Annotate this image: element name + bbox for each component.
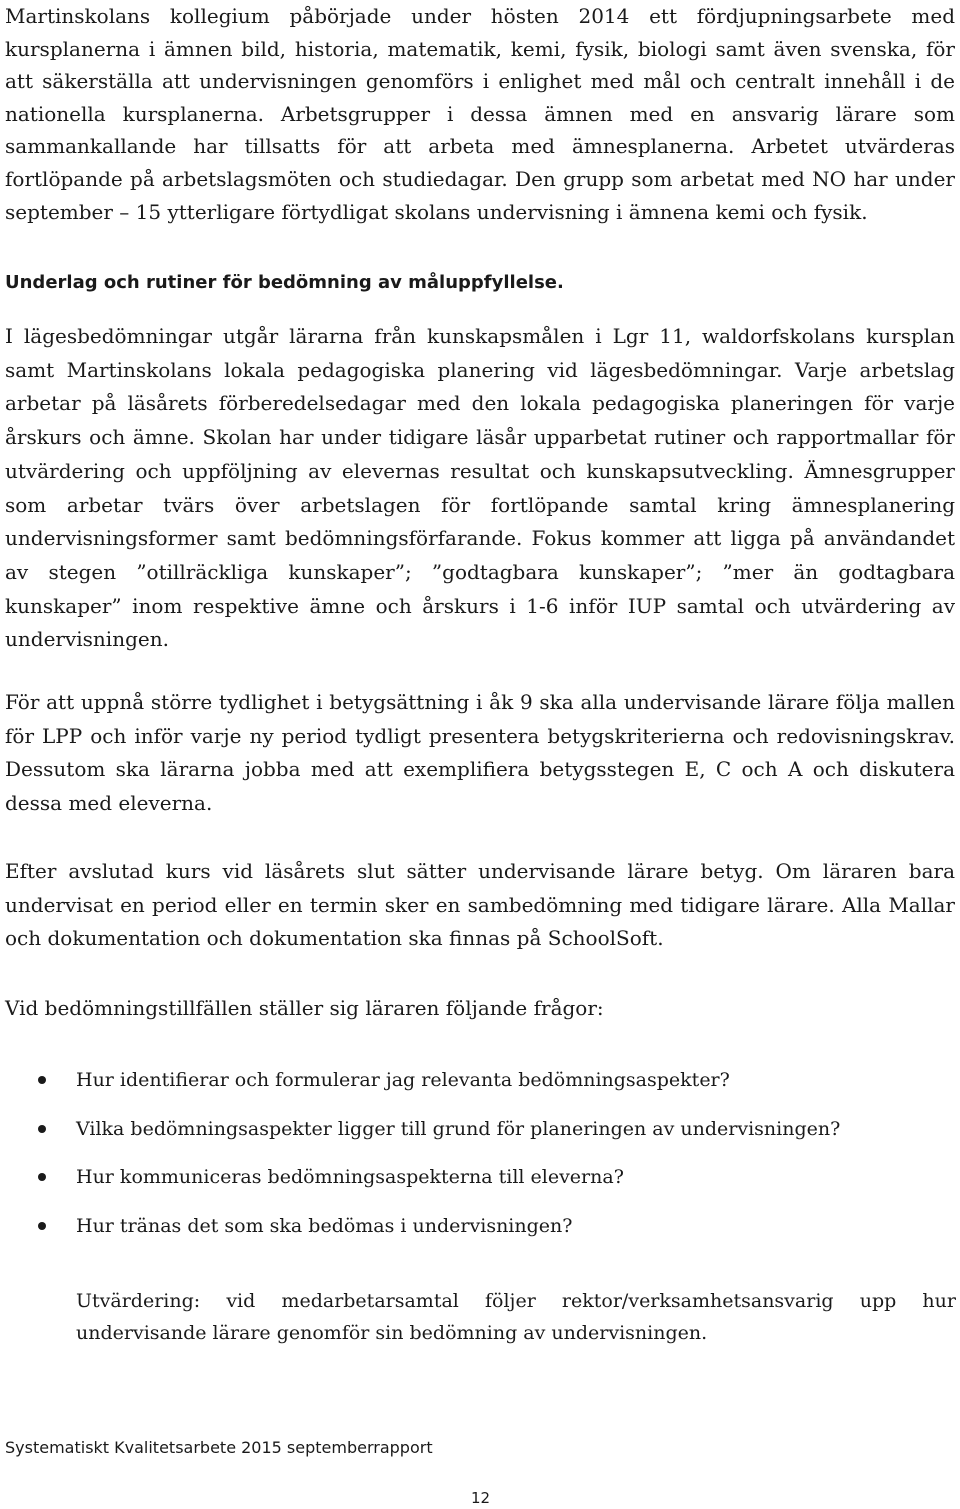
course-end-paragraph: Efter avslutad kurs vid läsårets slut sätter undervisande lärare betyg. Om läraren bara undervisat en period eller en termin sker en sambedömning med tidigare lärare. Alla Mallar och dokumentation och dokumentation ska finnas på SchoolSoft.: [5, 859, 955, 951]
question-text: Vilka bedömningsaspekter ligger till grund för planeringen av undervisningen?: [76, 1117, 841, 1140]
page-number: 12: [471, 1489, 491, 1507]
bullet-icon: [38, 1222, 46, 1230]
list-item: [0, 1211, 960, 1260]
question-text: Hur identifierar och formulerar jag relevanta bedömningsaspekter?: [76, 1069, 730, 1091]
questions-intro: Vid bedömningstillfällen ställer sig läraren följande frågor:: [5, 996, 604, 1020]
evaluation-note: Utvärdering: vid medarbetarsamtal följer rektor/verksamhetsansvarig upp hur undervisande lärare genomför sin bedömning av undervisningen.: [76, 1290, 956, 1344]
list-item: [0, 1065, 960, 1114]
bullet-icon: [38, 1125, 46, 1133]
intro-paragraph: Martinskolans kollegium påbörjade under hösten 2014 ett fördjupningsarbete med kursplanerna i ämnen bild, historia, matematik, kemi, fysik, biologi samt även svenska, för att säkerställa att undervisningen genomförs i enlighet med mål och centralt innehåll i de nationella kursplanerna. Arbetsgrupper i dessa ämnen med en ansvarig lärare som sammankallande har tillsatts för att arbeta med ämnesplanerna. Arbetet utvärderas fortlöpande på arbetslagsmöten och studiedagar. Den grupp som arbetat med NO har under september – 15 ytterligare förtydligat skolans undervisning i ämnena kemi och fysik.: [5, 4, 955, 224]
footer-label: Systematiskt Kvalitetsarbete 2015 septemberrapport: [5, 1438, 433, 1457]
assessment-paragraph: I lägesbedömningar utgår lärarna från kunskapsmålen i Lgr 11, waldorfskolans kursplan samt Martinskolans lokala pedagogiska planering vid lägesbedömningar. Varje arbetslag arbetar på läsårets förberedelsedagar med den lokala pedagogiska planeringen för varje årskurs och ämne. Skolan har under tidigare läsår upparbetat rutiner och rapportmallar för utvärdering och uppföljning av elevernas resultat och kunskapsutveckling. Ämnesgrupper som arbetar tvärs över arbetslagen för fortlöpande samtal kring ämnesplanering undervisningsformer samt bedömningsförfarande. Fokus kommer att ligga på användandet av stegen ”otillräckliga kunskaper”; ”godtagbara kunskaper”; ”mer än godtagbara kunskaper” inom respektive ämne och årskurs i 1-6 inför IUP samtal och utvärdering av undervisningen.: [5, 324, 955, 652]
list-item: [0, 1162, 960, 1211]
section-heading: Underlag och rutiner för bedömning av måluppfyllelse.: [5, 272, 564, 293]
question-list: [0, 1065, 960, 1259]
list-item: [0, 1114, 960, 1163]
grading-paragraph: För att uppnå större tydlighet i betygsättning i åk 9 ska alla undervisande lärare följa mallen för LPP och inför varje ny period tydligt presentera betygskriterierna och redovisningskrav. Dessutom ska lärarna jobba med att exemplifiera betygsstegen E, C och A och diskutera dessa med eleverna.: [5, 690, 955, 816]
bullet-icon: [38, 1173, 46, 1181]
question-text: Hur kommuniceras bedömningsaspekterna till eleverna?: [76, 1166, 624, 1188]
question-text: Hur tränas det som ska bedömas i undervisningen?: [76, 1214, 573, 1237]
bullet-icon: [38, 1076, 46, 1084]
